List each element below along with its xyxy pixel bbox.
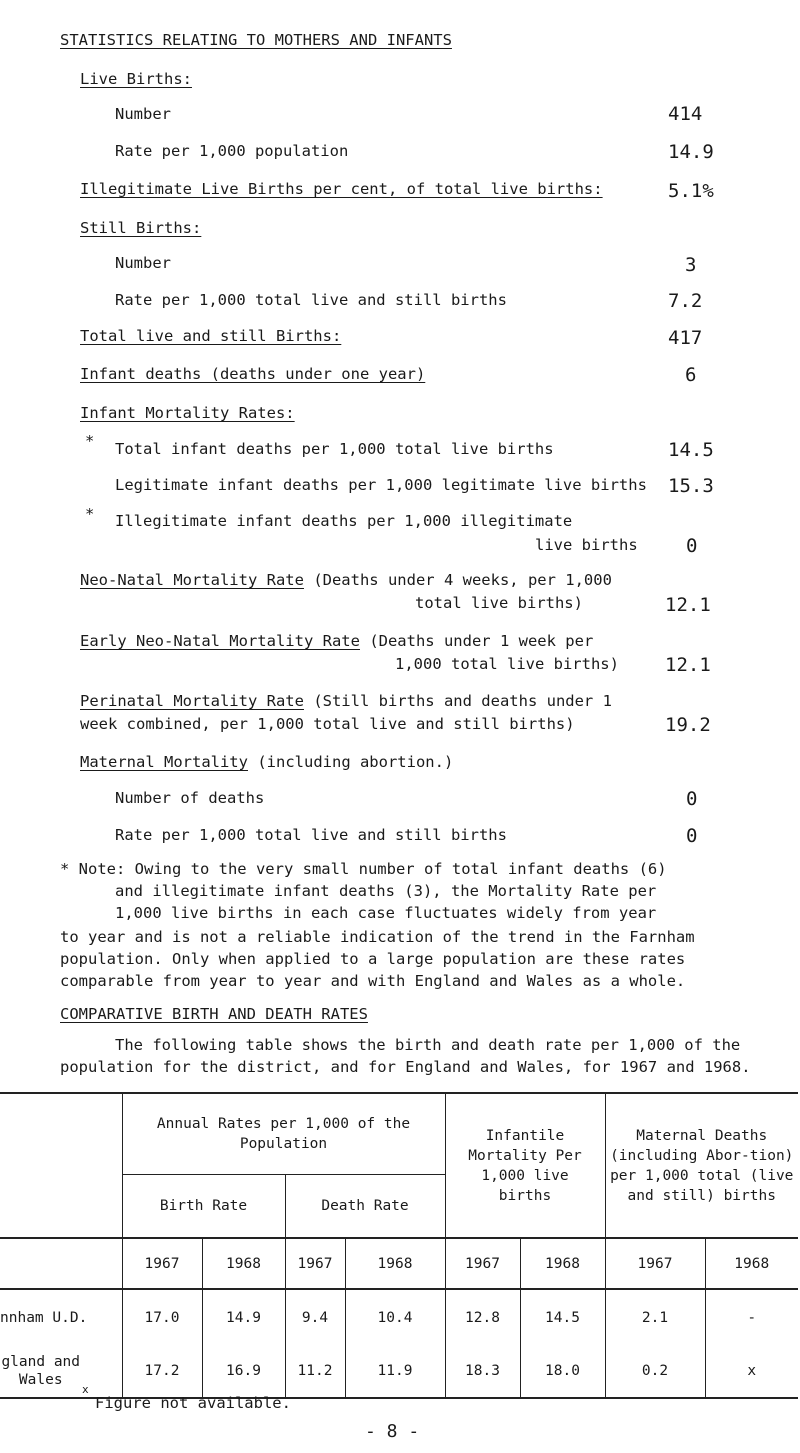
- table-row: [0, 1345, 798, 1398]
- birth-rate-header: Birth Rate: [122, 1174, 285, 1238]
- year-birth-1967: 1967: [122, 1238, 202, 1289]
- live-births-number-value: 414: [668, 103, 703, 125]
- early-neo-natal-label: Early Neo-Natal Mortality Rate: [80, 632, 360, 650]
- cell-value: x: [705, 1345, 798, 1398]
- infant-deaths-label-text: Infant deaths (deaths under one year): [80, 365, 426, 383]
- maternal-rate-value: 0: [686, 825, 698, 847]
- perinatal-desc1: (Still births and deaths under 1: [313, 692, 612, 710]
- maternal-deaths-header: Maternal Deaths (including Abor-tion) per 1,000 total (live and still) births: [605, 1093, 798, 1238]
- perinatal-desc2: week combined, per 1,000 total live and still births): [80, 715, 575, 733]
- still-births-number-label: Number: [115, 254, 171, 272]
- cell-value: -: [705, 1289, 798, 1345]
- still-births-heading: Still Births:: [80, 219, 202, 237]
- live-births-rate-value: 14.9: [668, 141, 714, 163]
- annual-rates-header: Annual Rates per 1,000 of the Population: [122, 1093, 445, 1174]
- total-births-value: 417: [668, 327, 703, 349]
- perinatal-label: Perinatal Mortality Rate: [80, 692, 304, 710]
- infant-deaths-value: 6: [685, 364, 697, 386]
- live-births-rate-label: Rate per 1,000 population: [115, 142, 349, 160]
- infant-illegit-star: *: [85, 505, 95, 523]
- year-row-blank: [0, 1238, 122, 1289]
- early-neo-natal-line1: [80, 632, 593, 650]
- early-neo-natal-desc2: 1,000 total live births): [395, 655, 619, 673]
- infantile-mortality-header: Infantile Mortality Per 1,000 live births: [445, 1093, 605, 1238]
- infant-total-star: *: [85, 432, 95, 450]
- cell-value: 11.9: [345, 1345, 445, 1398]
- neo-natal-line1: [80, 571, 612, 589]
- still-births-rate-value: 7.2: [668, 290, 703, 312]
- year-infant-1967: 1967: [445, 1238, 520, 1289]
- note-line3: 1,000 live births in each case fluctuates widely from year: [115, 904, 657, 922]
- maternal-deaths-value: 0: [686, 788, 698, 810]
- year-infant-1968: 1968: [520, 1238, 605, 1289]
- cell-value: 18.3: [445, 1345, 520, 1398]
- infant-illegit-label-line2: live births: [535, 536, 638, 554]
- cell-value: 16.9: [202, 1345, 285, 1398]
- maternal-deaths-label: Number of deaths: [115, 789, 265, 807]
- maternal-label-suffix: (including abortion.): [257, 753, 454, 771]
- infant-mortality-heading: Infant Mortality Rates:: [80, 404, 295, 422]
- infant-legit-value: 15.3: [668, 475, 714, 497]
- page-heading: STATISTICS RELATING TO MOTHERS AND INFANTS: [60, 31, 452, 49]
- still-births-number-value: 3: [685, 254, 697, 276]
- infant-illegit-label-line1: Illegitimate infant deaths per 1,000 illegitimate: [115, 512, 573, 530]
- perinatal-value: 19.2: [665, 714, 711, 736]
- footnote-text: Figure not available.: [95, 1394, 291, 1412]
- cell-value: 11.2: [285, 1345, 345, 1398]
- perinatal-line1: [80, 692, 612, 710]
- footnote-mark: x: [82, 1383, 89, 1396]
- neo-natal-desc2: total live births): [415, 594, 583, 612]
- infant-deaths-label: [80, 365, 425, 383]
- comparative-heading: COMPARATIVE BIRTH AND DEATH RATES: [60, 1005, 368, 1023]
- infant-legit-label: Legitimate infant deaths per 1,000 legitimate live births: [115, 476, 647, 494]
- comparative-intro: The following table shows the birth and death rate per 1,000 of the population for the district, and for England and Wales, for 1967 and 1968.: [60, 1036, 751, 1076]
- cell-value: 10.4: [345, 1289, 445, 1345]
- maternal-label: Maternal Mortality: [80, 753, 248, 771]
- note-body: to year and is not a reliable indication of the trend in the Farnham population. Only when applied to a large population are these rates comparable from year to year and with England and Wales as a whole.: [60, 928, 695, 990]
- cell-value: 17.0: [122, 1289, 202, 1345]
- neo-natal-desc1: (Deaths under 4 weeks, per 1,000: [313, 571, 612, 589]
- note-line1: * Note: Owing to the very small number of total infant deaths (6): [60, 860, 667, 878]
- live-births-number-label: Number: [115, 105, 171, 123]
- cell-value: 9.4: [285, 1289, 345, 1345]
- table-corner: [0, 1093, 122, 1238]
- infant-total-label: Total infant deaths per 1,000 total live births: [115, 440, 554, 458]
- maternal-line: [80, 753, 453, 771]
- row-area-england-wales: gland and Wales: [0, 1345, 122, 1398]
- note-line2: and illegitimate infant deaths (3), the Mortality Rate per: [115, 882, 657, 900]
- neo-natal-label: Neo-Natal Mortality Rate: [80, 571, 304, 589]
- year-death-1968: 1968: [345, 1238, 445, 1289]
- year-maternal-1967: 1967: [605, 1238, 705, 1289]
- cell-value: 0.2: [605, 1345, 705, 1398]
- infant-illegit-value: 0: [686, 535, 698, 557]
- year-birth-1968: 1968: [202, 1238, 285, 1289]
- maternal-rate-label: Rate per 1,000 total live and still births: [115, 826, 507, 844]
- early-neo-natal-value: 12.1: [665, 654, 711, 676]
- year-death-1967: 1967: [285, 1238, 345, 1289]
- illegitimate-value: 5.1%: [668, 180, 714, 202]
- comparative-rates-table: [0, 1092, 798, 1399]
- total-births-label: Total live and still Births:: [80, 327, 342, 345]
- cell-value: 12.8: [445, 1289, 520, 1345]
- cell-value: 18.0: [520, 1345, 605, 1398]
- live-births-heading: Live Births:: [80, 70, 192, 88]
- page-number: - 8 -: [365, 1421, 420, 1442]
- cell-value: 17.2: [122, 1345, 202, 1398]
- illegitimate-label: Illegitimate Live Births per cent, of total live births:: [80, 180, 603, 198]
- year-maternal-1968: 1968: [705, 1238, 798, 1289]
- early-neo-natal-desc1: (Deaths under 1 week per: [369, 632, 594, 650]
- infant-total-value: 14.5: [668, 439, 714, 461]
- cell-value: 14.5: [520, 1289, 605, 1345]
- table-row: [0, 1289, 798, 1345]
- still-births-rate-label: Rate per 1,000 total live and still births: [115, 291, 507, 309]
- row-area-farnham: nnham U.D.: [0, 1289, 122, 1345]
- death-rate-header: Death Rate: [285, 1174, 445, 1238]
- cell-value: 2.1: [605, 1289, 705, 1345]
- cell-value: 14.9: [202, 1289, 285, 1345]
- neo-natal-value: 12.1: [665, 594, 711, 616]
